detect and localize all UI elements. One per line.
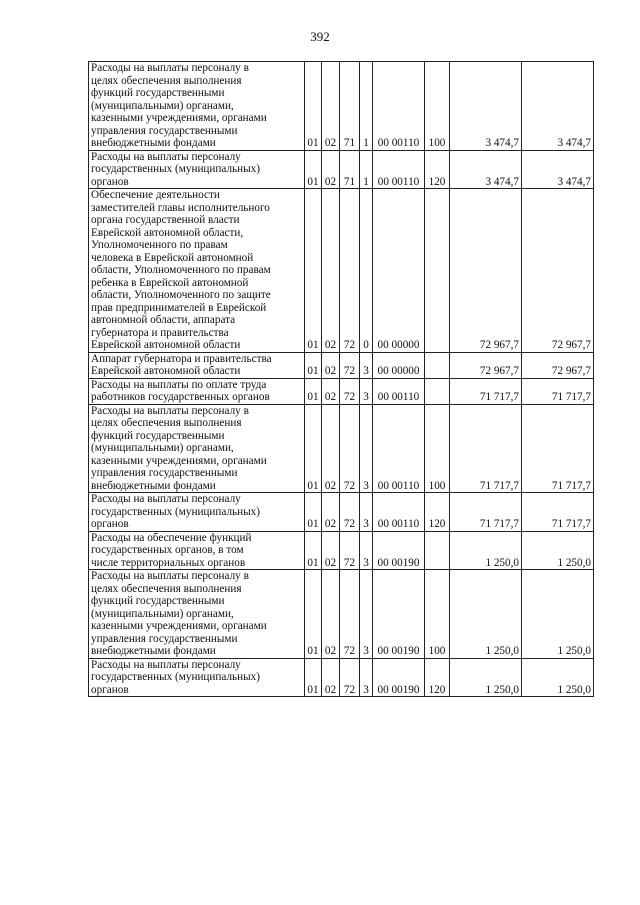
section-code-cell: 01 — [305, 404, 322, 493]
subprogram-code-cell: 3 — [360, 570, 373, 659]
expense-name-line: губернатора и правительства — [91, 326, 229, 339]
expense-name-line: функций государственными — [91, 429, 225, 442]
expense-name-line: Расходы на выплаты по оплате труда — [91, 378, 267, 391]
section-code-cell: 01 — [305, 150, 322, 189]
section-code-cell: 01 — [305, 352, 322, 378]
expense-name-line: органов — [91, 683, 129, 696]
amount-second-cell: 72 967,7 — [522, 352, 594, 378]
expense-name-line: органов — [91, 175, 129, 188]
program-code-cell: 72 — [340, 378, 360, 404]
program-code-cell: 72 — [340, 658, 360, 697]
expense-name-line: казенными учреждениями, органами — [91, 454, 267, 467]
target-article-code-cell: 00 00110 — [373, 404, 425, 493]
expense-name-line: Обеспечение деятельности — [91, 189, 220, 201]
expense-name-cell — [89, 493, 305, 532]
program-code-cell: 72 — [340, 189, 360, 353]
expense-name-cell — [89, 189, 305, 353]
expense-name-line: Расходы на выплаты персоналу в — [91, 404, 249, 417]
table-row — [89, 62, 594, 151]
program-code-cell: 71 — [340, 150, 360, 189]
expense-type-code-cell — [425, 189, 450, 353]
expense-name-line: органов — [91, 518, 129, 530]
expense-name-line: области, Уполномоченного по защите — [91, 289, 271, 301]
expense-name-cell — [89, 150, 305, 189]
expense-name-line: Аппарат губернатора и правительства — [91, 352, 272, 365]
amount-cell: 3 474,7 — [450, 62, 522, 151]
expense-name-line: управления государственными — [91, 632, 238, 645]
expense-name-line: государственных (муниципальных) — [91, 671, 260, 683]
program-code-cell: 72 — [340, 404, 360, 493]
subprogram-code-cell: 3 — [360, 531, 373, 570]
expense-type-code-cell — [425, 378, 450, 404]
expense-name-line: внебюджетными фондами — [91, 645, 216, 657]
expense-name-line: внебюджетными фондами — [91, 137, 216, 149]
expense-name-cell — [89, 531, 305, 570]
subprogram-code-cell: 3 — [360, 352, 373, 378]
expense-type-code-cell: 120 — [425, 493, 450, 532]
expense-name-line: Еврейской автономной области — [91, 365, 241, 377]
expense-name-line: казенными учреждениями, органами — [91, 620, 267, 632]
section-code-cell: 01 — [305, 570, 322, 659]
expense-name-line: заместителей главы исполнительного — [91, 201, 270, 214]
subprogram-code-cell: 3 — [360, 378, 373, 404]
expense-name-line: целях обеспечения выполнения — [91, 417, 242, 429]
expense-type-code-cell: 100 — [425, 404, 450, 493]
amount-cell: 3 474,7 — [450, 150, 522, 189]
section-code-cell: 01 — [305, 62, 322, 151]
expense-type-code-cell: 100 — [425, 62, 450, 151]
subsection-code-cell: 02 — [322, 404, 340, 493]
expense-name-line: казенными учреждениями, органами — [91, 112, 267, 124]
subsection-code-cell: 02 — [322, 378, 340, 404]
section-code-cell: 01 — [305, 378, 322, 404]
subprogram-code-cell: 3 — [360, 493, 373, 532]
expense-name-line: государственных (муниципальных) — [91, 505, 260, 518]
amount-second-cell: 71 717,7 — [522, 404, 594, 493]
table-row — [89, 404, 594, 493]
expense-name-line: (муниципальными) органами, — [91, 99, 234, 112]
table-row — [89, 378, 594, 404]
amount-second-cell: 1 250,0 — [522, 570, 594, 659]
amount-second-cell: 3 474,7 — [522, 62, 594, 151]
table-row — [89, 352, 594, 378]
program-code-cell: 72 — [340, 352, 360, 378]
expense-type-code-cell — [425, 352, 450, 378]
subprogram-code-cell: 1 — [360, 62, 373, 151]
subsection-code-cell: 02 — [322, 531, 340, 570]
section-code-cell: 01 — [305, 493, 322, 532]
subsection-code-cell: 02 — [322, 658, 340, 697]
expense-name-cell — [89, 378, 305, 404]
target-article-code-cell: 00 00110 — [373, 378, 425, 404]
program-code-cell: 72 — [340, 493, 360, 532]
table-body — [89, 62, 594, 697]
expense-name-line: Расходы на выплаты персоналу — [91, 150, 241, 163]
amount-second-cell: 71 717,7 — [522, 378, 594, 404]
expense-name-line: функций государственными — [91, 595, 225, 607]
expense-name-line: работников государственных органов — [91, 391, 270, 403]
table-row — [89, 531, 594, 570]
program-code-cell: 72 — [340, 531, 360, 570]
subprogram-code-cell: 1 — [360, 150, 373, 189]
expense-name-line: Уполномоченного по правам — [91, 239, 228, 251]
target-article-code-cell: 00 00110 — [373, 493, 425, 532]
expense-type-code-cell: 100 — [425, 570, 450, 659]
amount-second-cell: 1 250,0 — [522, 531, 594, 570]
subprogram-code-cell: 3 — [360, 658, 373, 697]
target-article-code-cell: 00 00190 — [373, 658, 425, 697]
expense-name-line: Расходы на выплаты персоналу — [91, 658, 241, 671]
expense-name-cell — [89, 404, 305, 493]
expense-name-line: области, Уполномоченного по правам — [91, 264, 271, 276]
subprogram-code-cell: 3 — [360, 404, 373, 493]
program-code-cell: 71 — [340, 62, 360, 151]
expense-name-line: (муниципальными) органами, — [91, 442, 234, 454]
expense-name-line: прав предпринимателей в Еврейской — [91, 301, 267, 314]
expense-name-line: Расходы на выплаты персоналу — [91, 493, 241, 505]
subprogram-code-cell: 0 — [360, 189, 373, 353]
expense-name-line: внебюджетными фондами — [91, 479, 216, 492]
budget-table — [88, 61, 594, 697]
amount-second-cell: 1 250,0 — [522, 658, 594, 697]
expense-name-line: Еврейской автономной области — [91, 339, 241, 351]
target-article-code-cell: 00 00190 — [373, 570, 425, 659]
target-article-code-cell: 00 00110 — [373, 150, 425, 189]
expense-name-line: целях обеспечения выполнения — [91, 582, 242, 595]
section-code-cell: 01 — [305, 658, 322, 697]
expense-name-line: Еврейской автономной области, — [91, 226, 244, 239]
amount-second-cell: 72 967,7 — [522, 189, 594, 353]
expense-name-line: Расходы на выплаты персоналу в — [91, 570, 249, 582]
expense-name-cell — [89, 62, 305, 151]
expense-name-line: функций государственными — [91, 87, 225, 99]
amount-cell: 1 250,0 — [450, 658, 522, 697]
subsection-code-cell: 02 — [322, 189, 340, 353]
amount-cell: 1 250,0 — [450, 531, 522, 570]
program-code-cell: 72 — [340, 570, 360, 659]
subsection-code-cell: 02 — [322, 62, 340, 151]
subsection-code-cell: 02 — [322, 570, 340, 659]
expense-name-cell — [89, 658, 305, 697]
amount-cell: 71 717,7 — [450, 404, 522, 493]
expense-type-code-cell — [425, 531, 450, 570]
table-row — [89, 493, 594, 532]
expense-name-line: государственных органов, в том — [91, 544, 244, 556]
expense-name-line: Расходы на выплаты персоналу в — [91, 62, 249, 74]
expense-name-line: управления государственными — [91, 124, 238, 137]
expense-type-code-cell: 120 — [425, 150, 450, 189]
target-article-code-cell: 00 00000 — [373, 352, 425, 378]
expense-name-line: автономной области, аппарата — [91, 314, 236, 326]
table-row — [89, 150, 594, 189]
amount-second-cell: 3 474,7 — [522, 150, 594, 189]
expense-name-cell — [89, 570, 305, 659]
amount-cell: 71 717,7 — [450, 378, 522, 404]
section-code-cell: 01 — [305, 531, 322, 570]
table-row — [89, 570, 594, 659]
expense-name-line: целях обеспечения выполнения — [91, 74, 242, 87]
expense-name-cell — [89, 352, 305, 378]
expense-name-line: числе территориальных органов — [91, 556, 246, 569]
table-row — [89, 189, 594, 353]
expense-type-code-cell: 120 — [425, 658, 450, 697]
subsection-code-cell: 02 — [322, 150, 340, 189]
target-article-code-cell: 00 00190 — [373, 531, 425, 570]
target-article-code-cell: 00 00110 — [373, 62, 425, 151]
amount-cell: 71 717,7 — [450, 493, 522, 532]
table-row — [89, 658, 594, 697]
target-article-code-cell: 00 00000 — [373, 189, 425, 353]
expense-name-line: государственных (муниципальных) — [91, 163, 260, 175]
amount-cell: 72 967,7 — [450, 189, 522, 353]
expense-name-line: ребенка в Еврейской автономной — [91, 276, 249, 289]
expense-name-line: человека в Еврейской автономной — [91, 251, 254, 264]
amount-cell: 72 967,7 — [450, 352, 522, 378]
expense-name-line: Расходы на обеспечение функций — [91, 531, 252, 544]
subsection-code-cell: 02 — [322, 352, 340, 378]
amount-cell: 1 250,0 — [450, 570, 522, 659]
subsection-code-cell: 02 — [322, 493, 340, 532]
expense-name-line: управления государственными — [91, 467, 238, 479]
amount-second-cell: 71 717,7 — [522, 493, 594, 532]
section-code-cell: 01 — [305, 189, 322, 353]
expense-name-line: органа государственной власти — [91, 214, 240, 226]
page-number: 392 — [310, 29, 330, 44]
expense-name-line: (муниципальными) органами, — [91, 607, 234, 620]
